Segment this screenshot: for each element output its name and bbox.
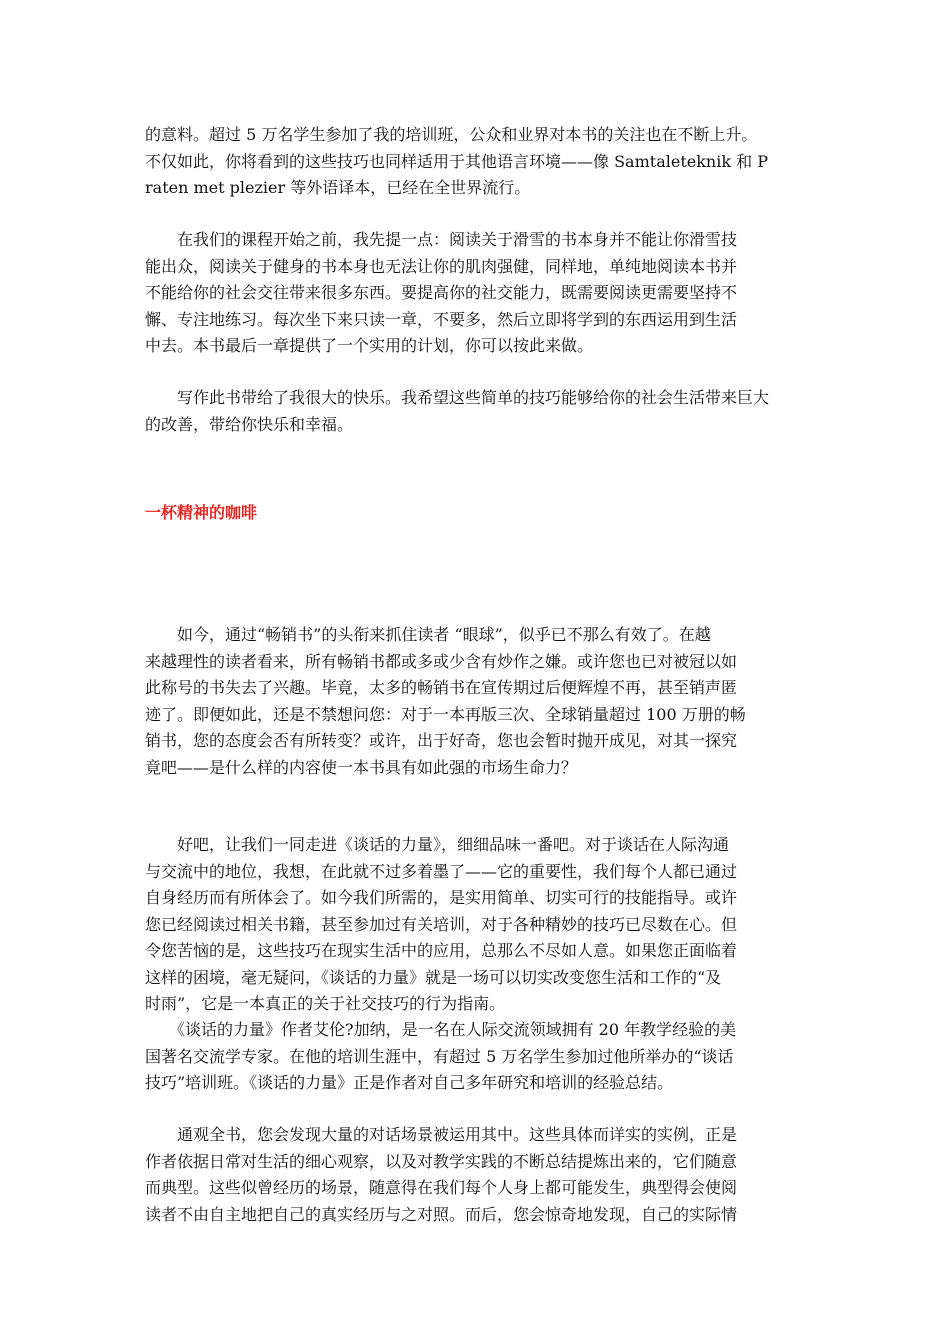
paragraph-overview	[145, 1122, 805, 1228]
section-heading: 一杯精神的咖啡	[145, 503, 258, 522]
text-line: 国著名交流学专家。在他的培训生涯中，有超过 5 万名学生参加过他所举办的“谈话	[145, 1046, 734, 1066]
text-line: 而典型。这些似曾经历的场景，随意得在我们每个人身上都可能发生，典型得会使阅	[145, 1178, 738, 1197]
text-line: 中去。本书最后一章提供了一个实用的计划，你可以按此来做。	[145, 336, 594, 355]
text-line: 令您苦恼的是，这些技巧在现实生活中的应用，总那么不尽如人意。如果您正面临着	[145, 941, 738, 960]
text-line: 自身经历而有所体会了。如今我们所需的，是实用简单、切实可行的技能指导。或许	[145, 888, 738, 907]
text-line: 在我们的课程开始之前，我先提一点：阅读关于滑雪的书本身并不能让你滑雪技	[145, 230, 738, 249]
text-line: 读者不由自主地把自己的真实经历与之对照。而后，您会惊奇地发现，自己的实际情	[145, 1204, 738, 1224]
text-line: 销书，您的态度会否有所转变？或许，出于好奇，您也会暂时抛开成见，对其一探究	[145, 731, 738, 750]
text-line: 此称号的书失去了兴趣。毕竟，太多的畅销书在宣传期过后便辉煌不再，甚至销声匿	[145, 678, 738, 697]
text-line: 竟吧——是什么样的内容使一本书具有如此强的市场生命力？	[145, 757, 578, 777]
paragraph-bestseller	[145, 622, 805, 781]
text-line: 这样的困境，毫无疑问，《谈话的力量》就是一场可以切实改变您生活和工作的“及	[145, 967, 722, 987]
text-line: 迹了。即便如此，还是不禁想问您：对于一本再版三次、全球销量超过 100 万册的畅	[145, 704, 746, 724]
text-line: 好吧，让我们一同走进《谈话的力量》，细细品味一番吧。对于谈话在人际沟通	[145, 835, 730, 854]
paragraph-intro-continuation	[145, 122, 805, 202]
text-line: 通观全书，您会发现大量的对话场景被运用其中。这些具体而详实的实例，正是	[145, 1125, 738, 1144]
text-line: 懈、专注地练习。每次坐下来只读一章，不要多，然后立即将学到的东西运用到生活	[145, 309, 738, 329]
text-line: 能出众，阅读关于健身的书本身也无法让你的肌肉强健，同样地，单纯地阅读本书并	[145, 256, 738, 276]
text-line: 写作此书带给了我很大的快乐。我希望这些简单的技巧能够给你的社会生活带来巨大	[145, 388, 770, 407]
text-line: 《谈话的力量》作者艾伦?加纳，是一名在人际交流领域拥有 20 年教学经验的美	[145, 1020, 737, 1039]
text-line: 作者依据日常对生活的细心观察，以及对教学实践的不断总结提炼出来的，它们随意	[145, 1151, 738, 1171]
paragraph-before-course	[145, 227, 805, 360]
text-line: 不能给你的社会交往带来很多东西。要提高你的社交能力，既需要阅读更需要坚持不	[145, 283, 738, 302]
text-line: raten met plezier 等外语译本，已经在全世界流行。	[145, 178, 531, 197]
text-line: 来越理性的读者看来，所有畅销书都或多或少含有炒作之嫌。或许您也已对被冠以如	[145, 651, 738, 671]
text-line: 的意料。超过 5 万名学生参加了我的培训班，公众和业界对本书的关注也在不断上升。	[145, 125, 758, 144]
text-line: 时雨”，它是一本真正的关于社交技巧的行为指南。	[145, 994, 506, 1013]
text-line: 技巧”培训班。《谈话的力量》正是作者对自己多年研究和培训的经验总结。	[145, 1073, 674, 1092]
paragraph-writing-joy	[145, 385, 805, 438]
text-line: 与交流中的地位，我想，在此就不过多着墨了——它的重要性，我们每个人都已通过	[145, 861, 738, 881]
text-line: 不仅如此，你将看到的这些技巧也同样适用于其他语言环境——像 Samtaleteknik 和 P	[145, 151, 768, 171]
paragraph-power-of-talk	[145, 832, 805, 1018]
text-line: 如今，通过“畅销书”的头衔来抓住读者 “眼球”，似乎已不那么有效了。在越	[145, 625, 711, 644]
paragraph-author	[145, 1017, 805, 1097]
text-line: 您已经阅读过相关书籍，甚至参加过有关培训，对于各种精妙的技巧已尽数在心。但	[145, 914, 738, 934]
text-line: 的改善，带给你快乐和幸福。	[145, 414, 354, 434]
